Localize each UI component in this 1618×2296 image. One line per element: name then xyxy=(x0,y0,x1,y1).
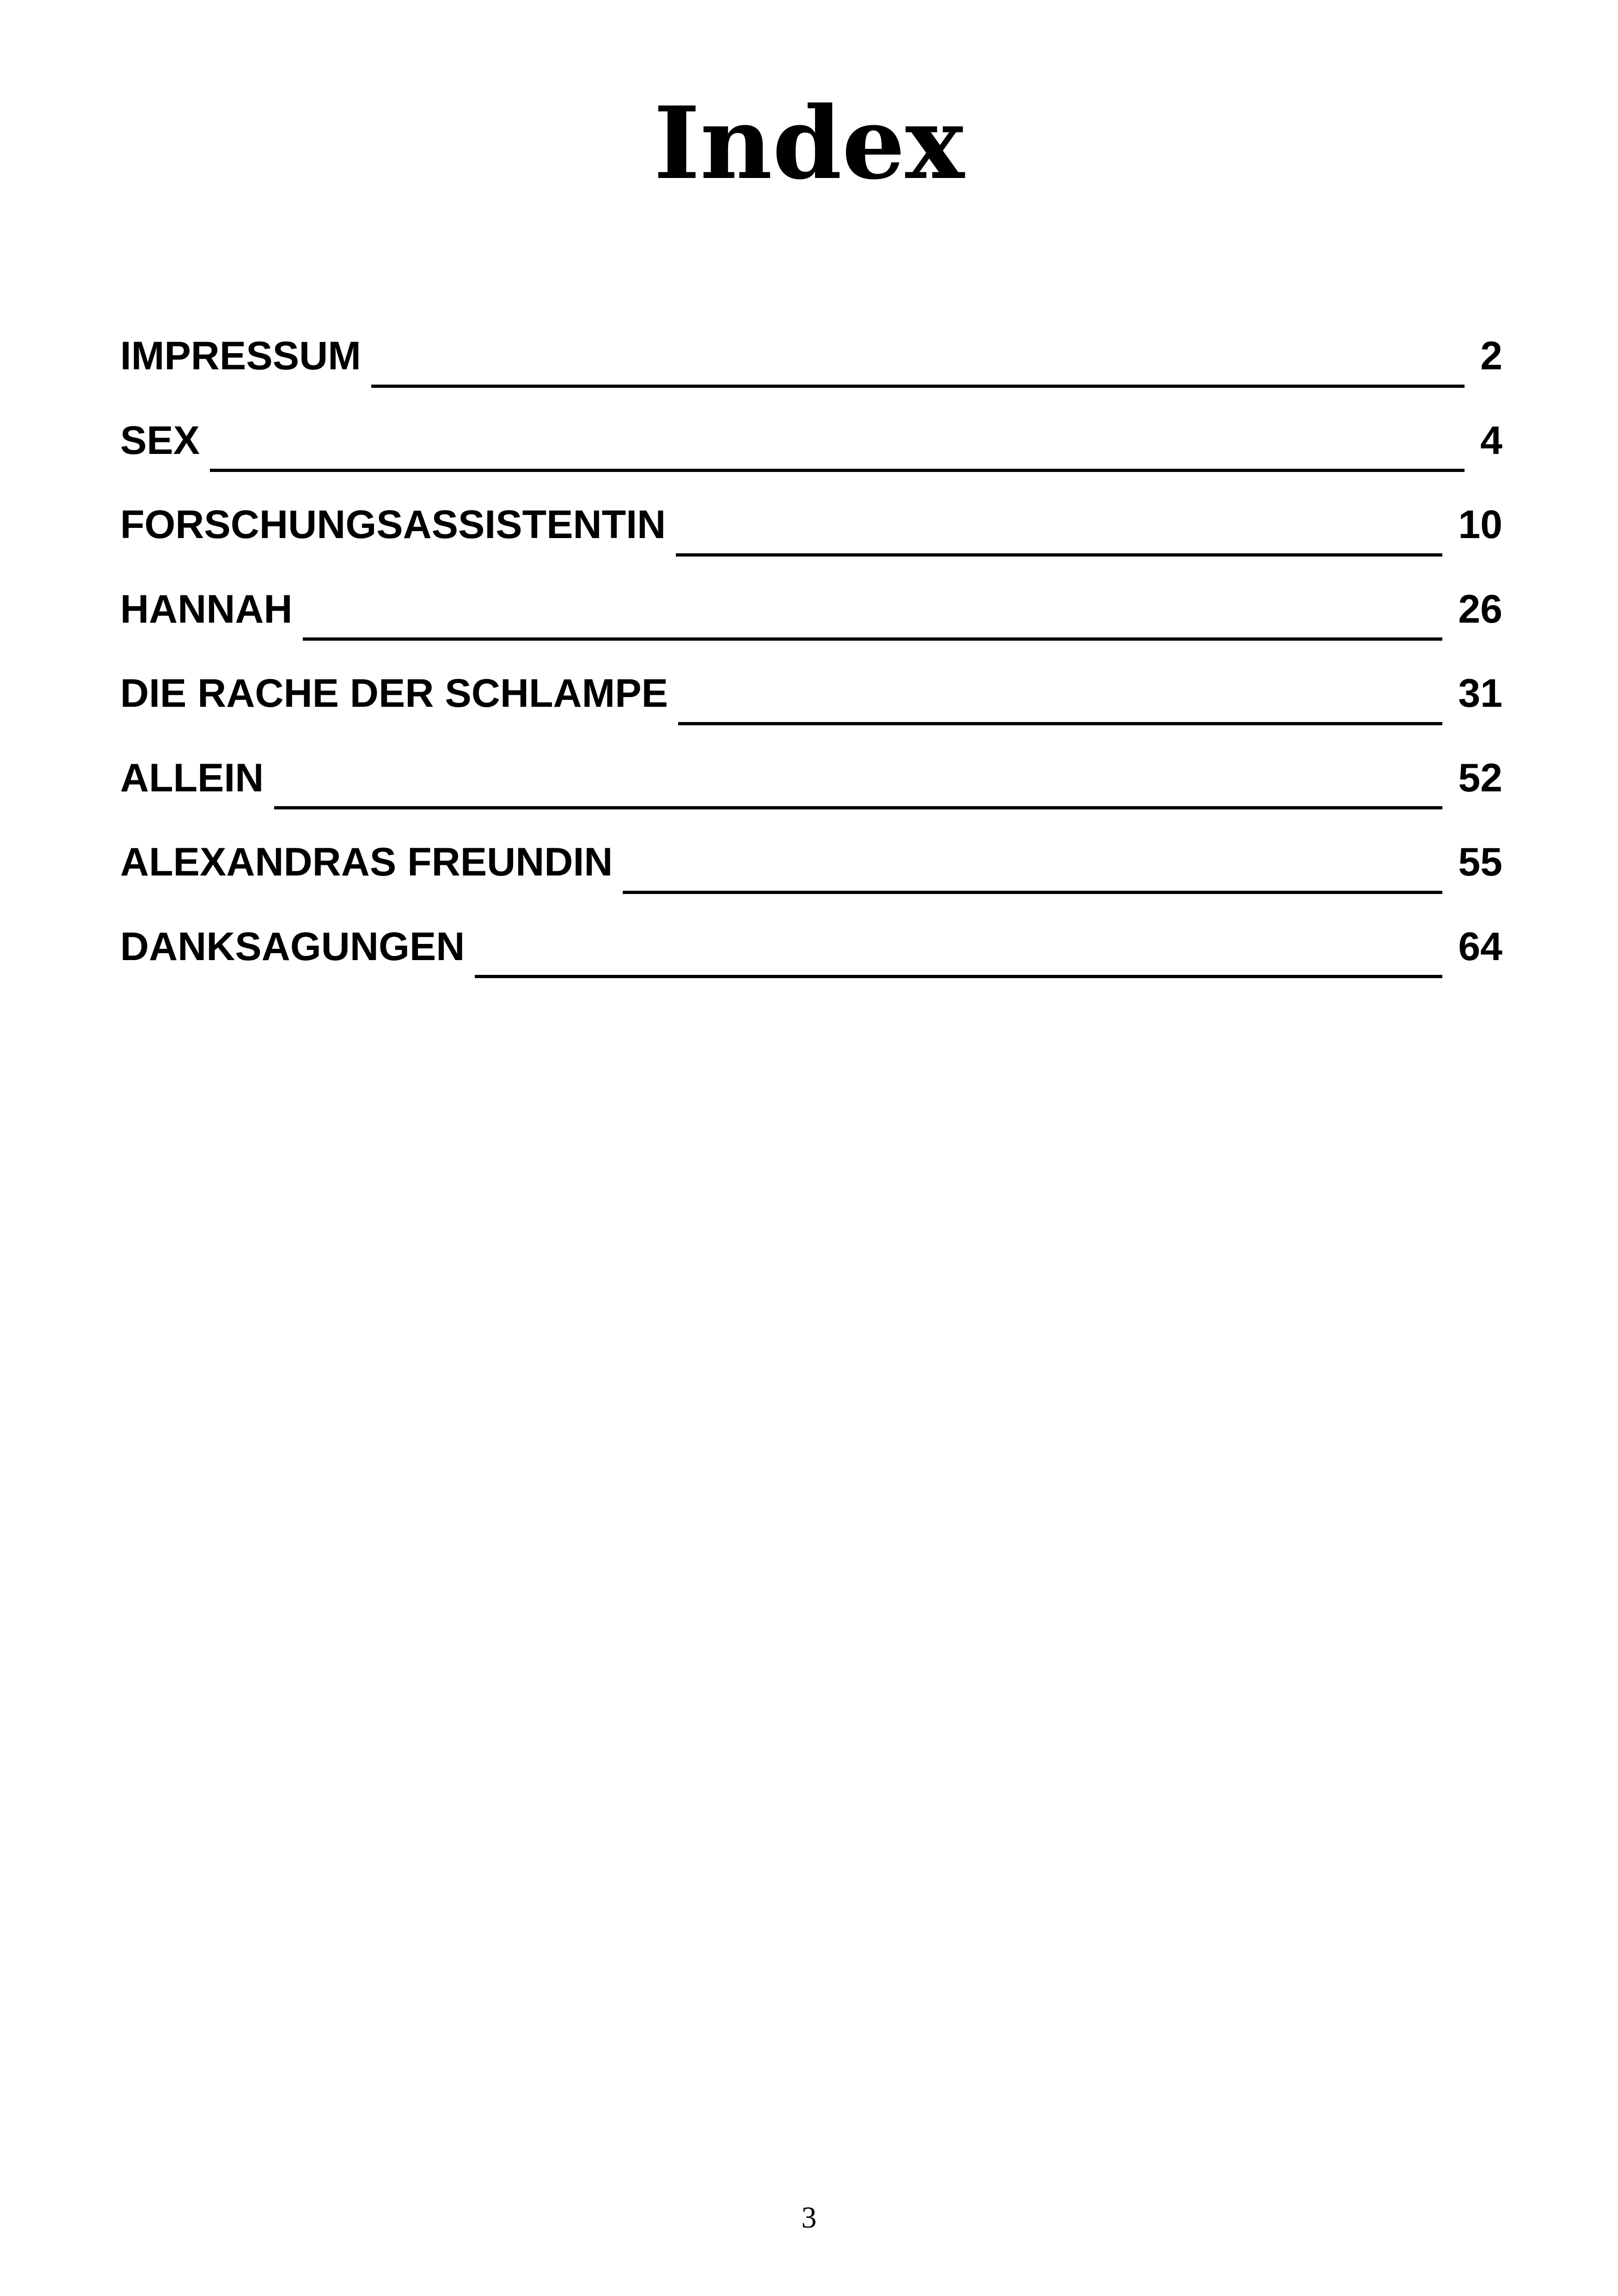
toc-entry-hannah[interactable] xyxy=(120,586,1502,671)
toc-leader-line xyxy=(303,637,1443,641)
toc-leader-line xyxy=(274,806,1443,809)
toc-entry-label: DANKSAGUNGEN xyxy=(120,924,465,969)
toc-entry-page: 26 xyxy=(1458,587,1502,631)
toc-entry-label: FORSCHUNGSASSISTENTIN xyxy=(120,502,666,547)
toc-entry-label: ALEXANDRAS FREUNDIN xyxy=(120,840,613,884)
toc-entry-page: 52 xyxy=(1458,755,1502,800)
toc-leader-line xyxy=(371,385,1465,388)
toc-entry-danksagungen[interactable] xyxy=(120,924,1502,1008)
toc-entry-page: 4 xyxy=(1480,418,1502,463)
page-number: 3 xyxy=(801,2201,817,2235)
toc-entry-forschungsassistentin[interactable] xyxy=(120,502,1502,586)
toc-entry-label: IMPRESSUM xyxy=(120,334,361,378)
toc-entry-label: ALLEIN xyxy=(120,755,264,800)
toc-entry-label: SEX xyxy=(120,418,200,463)
toc-entry-page: 64 xyxy=(1458,924,1502,969)
toc-entry-label: DIE RACHE DER SCHLAMPE xyxy=(120,671,668,716)
toc-leader-line xyxy=(475,975,1442,978)
toc-entry-label: HANNAH xyxy=(120,587,293,631)
table-of-contents xyxy=(120,333,1502,1008)
toc-leader-line xyxy=(678,722,1442,725)
toc-entry-sex[interactable] xyxy=(120,417,1502,502)
toc-leader-line xyxy=(676,553,1442,557)
toc-entry-page: 10 xyxy=(1458,502,1502,547)
toc-entry-page: 2 xyxy=(1480,334,1502,378)
toc-entry-page: 55 xyxy=(1458,840,1502,884)
toc-entry-allein[interactable] xyxy=(120,755,1502,839)
toc-entry-page: 31 xyxy=(1458,671,1502,716)
toc-entry-impressum[interactable] xyxy=(120,333,1502,417)
toc-entry-alexandras-freundin[interactable] xyxy=(120,839,1502,924)
toc-entry-die-rache-der-schlampe[interactable] xyxy=(120,670,1502,755)
toc-leader-line xyxy=(210,469,1465,472)
toc-leader-line xyxy=(623,891,1442,894)
page-title: Index xyxy=(653,85,965,202)
